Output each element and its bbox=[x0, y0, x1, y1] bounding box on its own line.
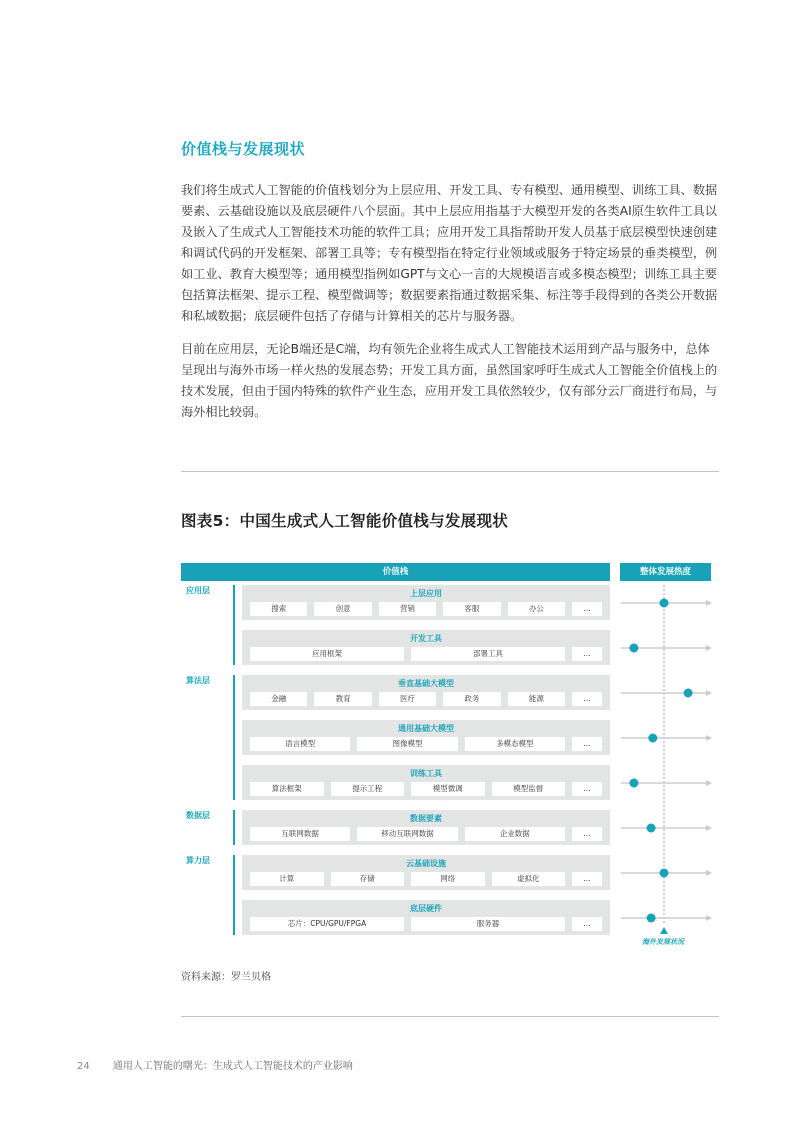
arrow-right-icon bbox=[706, 870, 712, 876]
heat-indicator bbox=[621, 644, 712, 653]
stack-row-title: 垂直基础大模型 bbox=[398, 679, 454, 688]
stack-item-chip: 模型监督 bbox=[492, 782, 566, 796]
stack-row-title: 上层应用 bbox=[410, 589, 442, 598]
stack-item-chip: ... bbox=[572, 782, 602, 796]
layer-line bbox=[233, 855, 235, 935]
stack-item-chip: 多模态模型 bbox=[465, 737, 565, 751]
stack-item-chip: 移动互联网数据 bbox=[357, 827, 457, 841]
stack-item-chip: ... bbox=[572, 827, 602, 841]
stack-item-chip: 网络 bbox=[411, 872, 485, 886]
page-number: 24 bbox=[77, 1061, 90, 1072]
stack-item-chip: ... bbox=[572, 737, 602, 751]
arrow-right-icon bbox=[706, 915, 712, 921]
figure-title: 图表5：中国生成式人工智能价值栈与发展现状 bbox=[181, 512, 509, 530]
stack-row-box bbox=[242, 630, 610, 665]
arrow-right-icon bbox=[706, 600, 712, 606]
stack-row-items bbox=[250, 872, 602, 886]
stack-item-chip: 提示工程 bbox=[331, 782, 405, 796]
heat-dot bbox=[647, 914, 656, 923]
stack-item-chip: 企业数据 bbox=[465, 827, 565, 841]
section-title: 价值栈与发展现状 bbox=[181, 140, 306, 158]
stack-item-chip: ... bbox=[572, 647, 602, 661]
layer-line bbox=[233, 585, 235, 665]
stack-row-title: 开发工具 bbox=[410, 634, 442, 643]
stack-item-chip: 能源 bbox=[508, 692, 565, 706]
stack-row-box bbox=[242, 900, 610, 935]
heat-indicator bbox=[621, 779, 712, 788]
stack-row-items bbox=[250, 782, 602, 796]
heat-dot bbox=[684, 689, 693, 698]
stack-row-box bbox=[242, 585, 610, 620]
stack-item-chip: 客服 bbox=[443, 602, 500, 616]
layer-line bbox=[233, 675, 235, 800]
stack-item-chip: 图像模型 bbox=[357, 737, 457, 751]
heat-dot bbox=[629, 779, 638, 788]
stack-item-chip: 虚拟化 bbox=[492, 872, 566, 886]
stack-row-box bbox=[242, 720, 610, 755]
stack-row-items bbox=[250, 737, 602, 751]
layer-label: 算力层 bbox=[186, 856, 210, 865]
stack-item-chip: 营销 bbox=[379, 602, 436, 616]
stack-item-chip: ... bbox=[572, 692, 602, 706]
divider-top bbox=[181, 471, 719, 472]
stack-item-chip: 政务 bbox=[443, 692, 500, 706]
heat-indicator bbox=[621, 869, 712, 878]
heat-indicator bbox=[621, 734, 712, 743]
stack-item-chip: 金融 bbox=[250, 692, 307, 706]
stack-item-chip: 创意 bbox=[314, 602, 371, 616]
stack-item-chip: 办公 bbox=[508, 602, 565, 616]
stack-row-title: 底层硬件 bbox=[410, 904, 442, 913]
stack-row-title: 训练工具 bbox=[410, 769, 442, 778]
heat-indicator bbox=[621, 599, 712, 608]
stack-item-chip: 服务器 bbox=[411, 917, 565, 931]
heat-indicator bbox=[621, 824, 712, 833]
divider-bottom bbox=[181, 1016, 719, 1017]
stack-item-chip: 教育 bbox=[314, 692, 371, 706]
stack-row-box bbox=[242, 810, 610, 845]
stack-item-chip: 算法框架 bbox=[250, 782, 324, 796]
paragraph-2: 目前在应用层，无论B端还是C端，均有领先企业将生成式人工智能技术运用到产品与服务中，总体呈现出与海外市场一样火热的发展态势；开发工具方面，虽然国家呼吁生成式人工智能全价值栈上的技术发展，但由于国内特殊的软件产业生态，应用开发工具依然较少，仅有部分云厂商进行布局，与海外相比较弱。 bbox=[181, 342, 718, 419]
stack-item-chip: 互联网数据 bbox=[250, 827, 350, 841]
arrow-right-icon bbox=[706, 780, 712, 786]
stack-item-chip: 存储 bbox=[331, 872, 405, 886]
arrow-right-icon bbox=[706, 690, 712, 696]
stack-item-chip: ... bbox=[572, 602, 602, 616]
source-note: 资料来源：罗兰贝格 bbox=[181, 972, 271, 983]
header-value-stack: 价值栈 bbox=[181, 563, 610, 581]
overseas-label: 海外发展状况 bbox=[642, 938, 684, 946]
overseas-marker-icon bbox=[660, 927, 668, 934]
stack-item-chip: ... bbox=[572, 872, 602, 886]
stack-row-box bbox=[242, 675, 610, 710]
stack-item-chip: 搜索 bbox=[250, 602, 307, 616]
layer-label: 应用层 bbox=[186, 586, 210, 595]
header-heat: 整体发展热度 bbox=[620, 563, 711, 581]
stack-item-chip: 部署工具 bbox=[411, 647, 565, 661]
stack-item-chip: 应用框架 bbox=[250, 647, 404, 661]
heat-dot bbox=[648, 734, 657, 743]
stack-item-chip: 芯片：CPU/GPU/FPGA bbox=[250, 917, 404, 931]
stack-item-chip: ... bbox=[572, 917, 602, 931]
footer-doc-title: 通用人工智能的曙光：生成式人工智能技术的产业影响 bbox=[112, 1061, 353, 1072]
stack-row-items bbox=[250, 827, 602, 841]
heat-dot bbox=[629, 644, 638, 653]
stack-item-chip: 语言模型 bbox=[250, 737, 350, 751]
heat-dot bbox=[647, 824, 656, 833]
arrow-right-icon bbox=[706, 735, 712, 741]
page-footer bbox=[77, 1057, 353, 1072]
layer-label: 算法层 bbox=[186, 676, 210, 685]
stack-item-chip: 医疗 bbox=[379, 692, 436, 706]
stack-item-chip: 计算 bbox=[250, 872, 324, 886]
heat-indicator-svg bbox=[615, 585, 715, 945]
stack-row-title: 云基础设施 bbox=[406, 859, 446, 868]
heat-indicator bbox=[621, 914, 712, 923]
stack-item-chip: 模型微调 bbox=[411, 782, 485, 796]
heat-indicator bbox=[621, 689, 712, 698]
layer-label: 数据层 bbox=[186, 811, 210, 820]
stack-row-title: 数据要素 bbox=[410, 814, 442, 823]
heat-dot bbox=[660, 599, 669, 608]
stack-row-box bbox=[242, 855, 610, 890]
stack-row-items bbox=[250, 692, 602, 706]
stack-row-items bbox=[250, 917, 602, 931]
stack-row-items bbox=[250, 602, 602, 616]
paragraph-1: 我们将生成式人工智能的价值栈划分为上层应用、开发工具、专有模型、通用模型、训练工具、数据要素、云基础设施以及底层硬件八个层面。其中上层应用指基于大模型开发的各类AI原生软件工具以及嵌入了生成式人工智能技术功能的软件工具；应用开发工具指帮助开发人员基于底层模型快速创建和调试代码的开发框架、部署工具等；专有模型指在特定行业领域或服务于特定场景的垂类模型，例如工业、教育大模型等；通用模型指例如GPT与文心一言的大规模语言或多模态模型；训练工具主要包括算法框架、提示工程、模型微调等；数据要素指通过数据采集、标注等手段得到的各类公开数据和私域数据；底层硬件包括了存储与计算相关的芯片与服务器。 bbox=[181, 183, 718, 323]
arrow-right-icon bbox=[706, 825, 712, 831]
layer-line bbox=[233, 810, 235, 845]
stack-row-box bbox=[242, 765, 610, 800]
stack-row-items bbox=[250, 647, 602, 661]
stack-row-title: 通用基础大模型 bbox=[398, 724, 454, 733]
arrow-right-icon bbox=[706, 645, 712, 651]
heat-dot bbox=[660, 869, 669, 878]
